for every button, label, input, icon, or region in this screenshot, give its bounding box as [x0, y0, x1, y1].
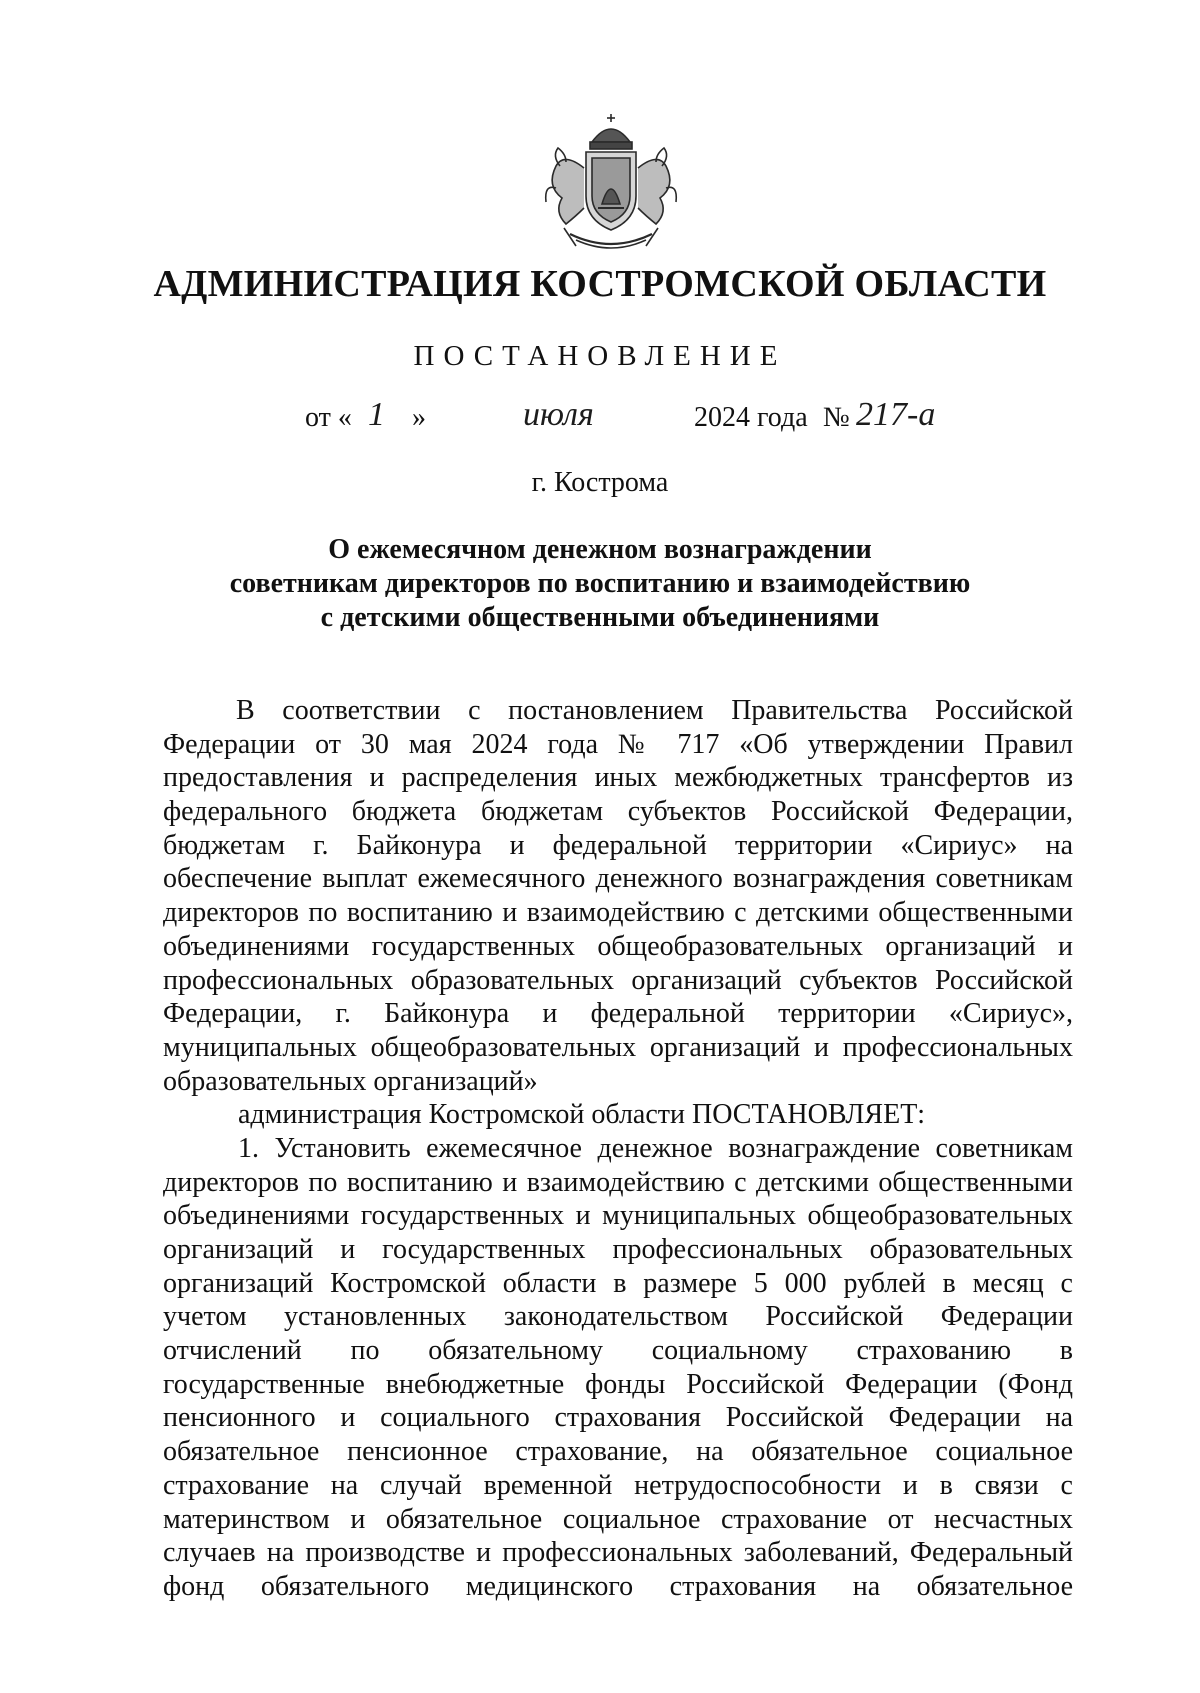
- body-line: обязательное пенсионное страхование, на обязательное социальное: [163, 1436, 1073, 1468]
- body-line: пенсионного и социального страхования Российской Федерации на: [163, 1402, 1073, 1434]
- body-line: профессиональных образовательных организаций субъектов Российской: [163, 964, 1073, 996]
- body-line: муниципальных общеобразовательных организаций и профессиональных: [163, 1031, 1073, 1063]
- body-line: государственные внебюджетные фонды Российской Федерации (Фонд: [163, 1368, 1073, 1400]
- body-line: федерального бюджета бюджетам субъектов Российской Федерации,: [163, 796, 1073, 828]
- document-body: [163, 694, 1073, 1604]
- body-line: объединениями государственных и муниципальных общеобразовательных: [163, 1200, 1073, 1232]
- date-month: июля: [523, 396, 594, 433]
- body-line: 1. Установить ежемесячное денежное вознаграждение советникам: [238, 1132, 1073, 1164]
- document-number-label: №: [823, 402, 850, 433]
- body-line: бюджетам г. Байконура и федеральной территории «Сириус» на: [163, 829, 1073, 861]
- heading-line: с детскими общественными объединениями: [320, 602, 880, 633]
- body-line: администрация Костромской области ПОСТАНОВЛЯЕТ:: [238, 1099, 926, 1131]
- body-line: директоров по воспитанию и взаимодействию с детскими общественными: [163, 897, 1073, 929]
- body-line: образовательных организаций»: [163, 1065, 538, 1097]
- document-heading: [0, 533, 1200, 635]
- date-day: 1: [368, 396, 385, 433]
- body-line: обеспечение выплат ежемесячного денежного вознаграждения советникам: [163, 863, 1073, 895]
- document-type: ПОСТАНОВЛЕНИЕ: [413, 340, 787, 372]
- body-line: директоров по воспитанию и взаимодействию с детскими общественными: [163, 1166, 1073, 1198]
- body-line: предоставления и распределения иных межбюджетных трансфертов из: [163, 762, 1073, 794]
- body-line: страхование на случай временной нетрудоспособности и в связи с: [163, 1469, 1073, 1501]
- body-line: отчислений по обязательному социальному страхованию в: [163, 1335, 1073, 1367]
- body-line: материнством и обязательное социальное страхование от несчастных: [163, 1503, 1073, 1535]
- body-line: учетом установленных законодательством Российской Федерации: [163, 1301, 1073, 1333]
- city: г. Кострома: [531, 467, 669, 498]
- body-line: Федерации, г. Байконура и федеральной территории «Сириус»,: [163, 998, 1073, 1030]
- coat-of-arms-icon: [536, 108, 686, 258]
- body-line: объединениями государственных общеобразовательных организаций и: [163, 930, 1073, 962]
- body-line: фонд обязательного медицинского страхования на обязательное: [163, 1570, 1073, 1602]
- date-year: 2024 года: [694, 402, 808, 433]
- body-line: В соответствии с постановлением Правительства Российской: [236, 695, 1073, 726]
- organization-title: АДМИНИСТРАЦИЯ КОСТРОМСКОЙ ОБЛАСТИ: [153, 263, 1047, 305]
- heading-line: советникам директоров по воспитанию и взаимодействию: [229, 568, 971, 599]
- body-line: Федерации от 30 мая 2024 года № 717 «Об утверждении Правил: [163, 728, 1073, 760]
- heading-line: О ежемесячном денежном вознаграждении: [328, 534, 872, 565]
- body-line: организаций и государственных профессиональных образовательных: [163, 1234, 1073, 1265]
- date-line: [0, 396, 1200, 452]
- body-line: случаев на производстве и профессиональных заболеваний, Федеральный: [163, 1537, 1073, 1569]
- date-prefix: от «: [305, 402, 352, 433]
- date-day-close: »: [412, 402, 426, 433]
- body-line: организаций Костромской области в размере 5 000 рублей в месяц с: [163, 1267, 1073, 1299]
- document-number: 217-а: [856, 396, 936, 433]
